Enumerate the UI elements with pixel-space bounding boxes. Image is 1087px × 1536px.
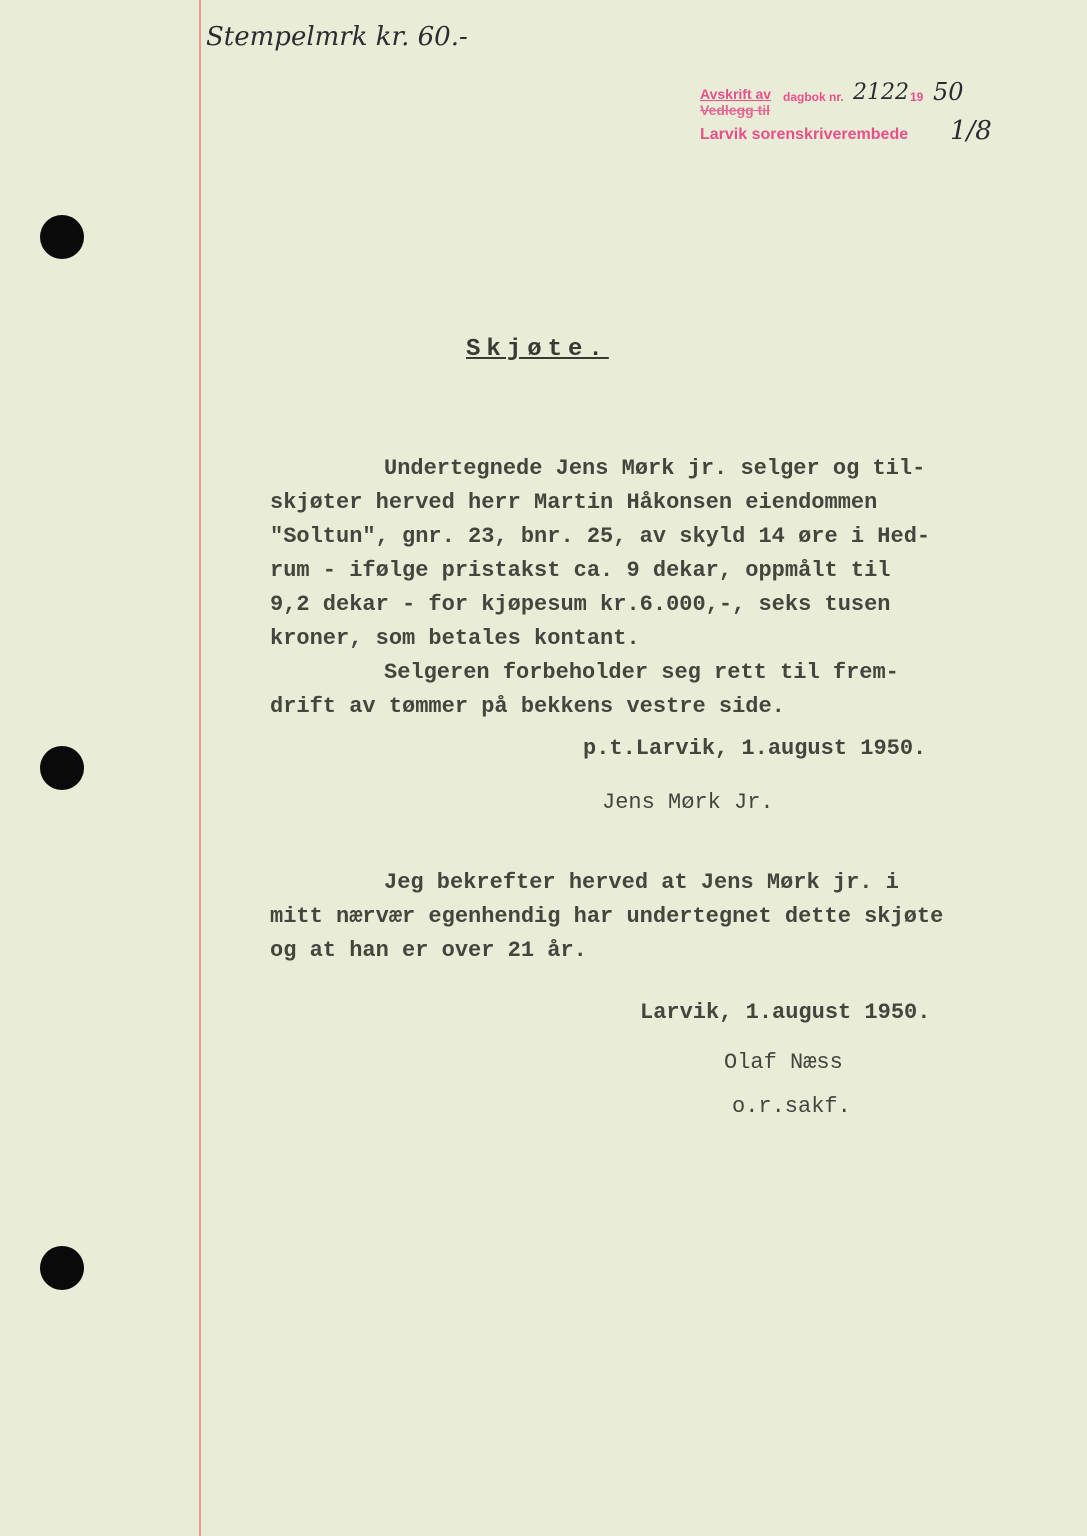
stamp-year-prefix: 19	[910, 90, 924, 104]
body-line: "Soltun", gnr. 23, bnr. 25, av skyld 14 øre i Hed-	[270, 524, 931, 549]
punch-hole	[40, 215, 84, 259]
stamp-dagbok-label: dagbok nr.	[783, 90, 844, 104]
body-line: Selgeren forbeholder seg rett til frem-	[384, 660, 899, 685]
stamp-date: 1/8	[950, 116, 992, 146]
body-line: drift av tømmer på bekkens vestre side.	[270, 694, 785, 719]
body-line: rum - ifølge pristakst ca. 9 dekar, oppmålt til	[270, 558, 891, 583]
confirm-line: og at han er over 21 år.	[270, 938, 587, 963]
signature-2-title: o.r.sakf.	[732, 1094, 851, 1119]
dagbok-number: 2122	[853, 80, 909, 105]
confirm-line: Jeg bekrefter herved at Jens Mørk jr. i	[384, 870, 899, 895]
place-date-1: p.t.Larvik, 1.august 1950.	[583, 736, 927, 761]
margin-line	[199, 0, 201, 1536]
signature-1: Jens Mørk Jr.	[602, 790, 774, 815]
body-line: 9,2 dekar - for kjøpesum kr.6.000,-, seks tusen	[270, 592, 891, 617]
signature-2: Olaf Næss	[724, 1050, 843, 1075]
stamp-office: Larvik sorenskriverembede	[700, 126, 909, 143]
body-line: kroner, som betales kontant.	[270, 626, 640, 651]
stamp-duty-annotation: Stempelmrk kr. 60.-	[206, 22, 468, 52]
body-line: Undertegnede Jens Mørk jr. selger og til-	[384, 456, 926, 481]
punch-hole	[40, 746, 84, 790]
year-suffix: 50	[933, 78, 964, 106]
document-title: Skjøte.	[466, 336, 609, 363]
body-line: skjøter herved herr Martin Håkonsen eiendommen	[270, 490, 878, 515]
punch-hole	[40, 1246, 84, 1290]
stamp-line1: Avskrift av	[700, 86, 772, 102]
stamp-line2: Vedlegg til	[700, 102, 771, 118]
place-date-2: Larvik, 1.august 1950.	[640, 1000, 931, 1025]
confirm-line: mitt nærvær egenhendig har undertegnet dette skjøte	[270, 904, 944, 929]
